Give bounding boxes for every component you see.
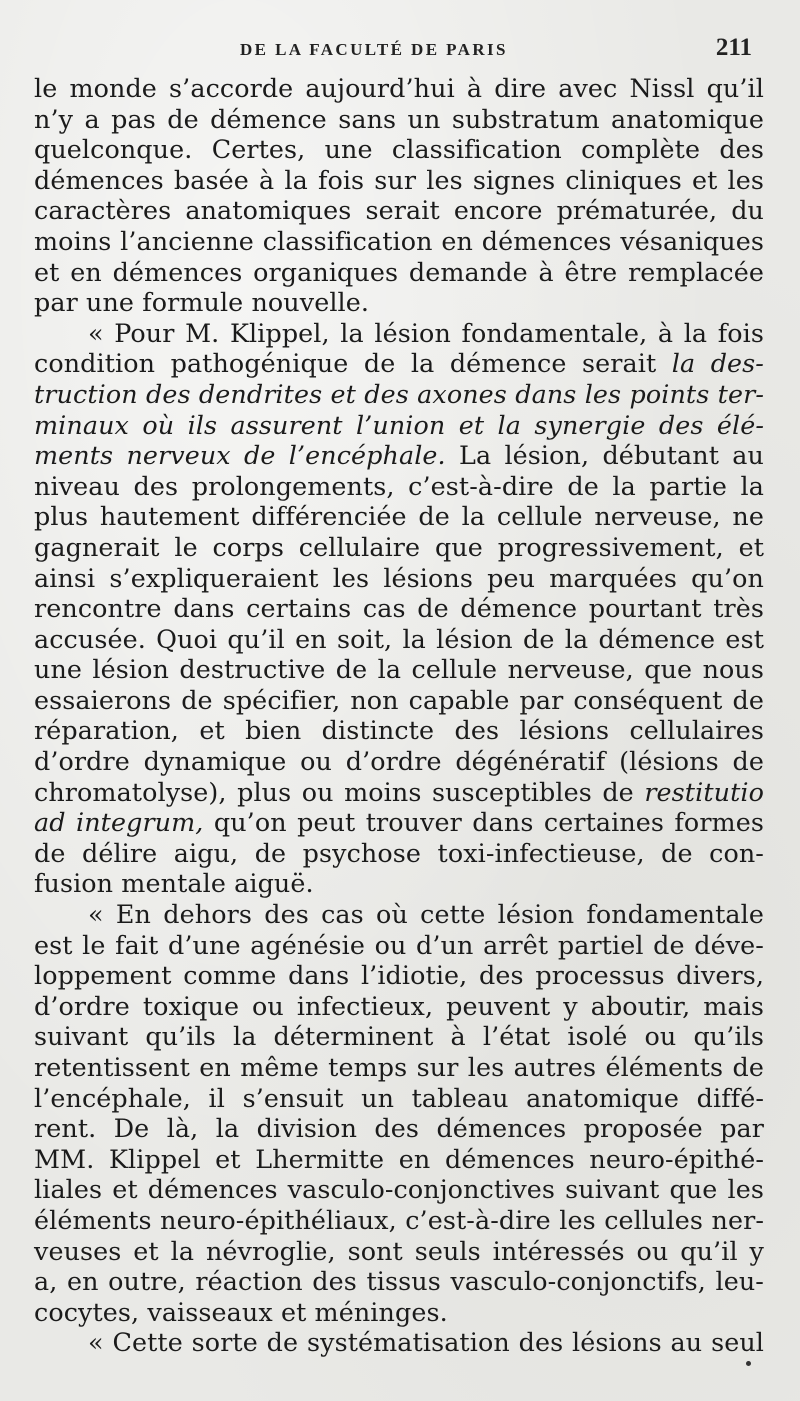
text-line: réparation, et bien distincte des lésions cellulaires bbox=[34, 715, 764, 746]
page-header bbox=[240, 34, 760, 64]
text-line: essaierons de spécifier, non capable par conséquent de bbox=[34, 684, 764, 715]
text-line: d’ordre toxique ou infectieux, peuvent y aboutir, mais bbox=[34, 990, 764, 1021]
text-line: « Cette sorte de systématisation des lésions au seul bbox=[88, 1327, 764, 1358]
text-line: fusion mentale aiguë. bbox=[34, 868, 314, 899]
text-line: accusée. Quoi qu’il en soit, la lésion de la démence est bbox=[34, 623, 764, 654]
text-line: niveau des prolongements, c’est-à-dire de la partie la bbox=[34, 470, 764, 501]
text-line: liales et démences vasculo-conjonctives suivant que les bbox=[34, 1174, 764, 1205]
text-line: quelconque. Certes, une classification complète des bbox=[34, 134, 764, 165]
running-head: DE LA FACULTÉ DE PARIS bbox=[240, 40, 508, 59]
text-line: truction des dendrites et des axones dans les points ter- bbox=[34, 378, 764, 409]
text-line: ad integrum, qu’on peut trouver dans certaines formes bbox=[34, 807, 764, 838]
text-line: une lésion destructive de la cellule nerveuse, que nous bbox=[34, 654, 764, 685]
text-line: veuses et la névroglie, sont seuls intéressés ou qu’il y bbox=[34, 1235, 764, 1266]
text-line: et en démences organiques demande à être remplacée bbox=[34, 256, 764, 287]
text-line: plus hautement différenciée de la cellule nerveuse, ne bbox=[34, 501, 764, 532]
text-line: moins l’ancienne classification en démences vésaniques bbox=[34, 225, 764, 256]
text-line: ments nerveux de l’encéphale. La lésion, débutant au bbox=[34, 440, 764, 471]
text-line: rencontre dans certains cas de démence pourtant très bbox=[34, 593, 764, 624]
text-line: par une formule nouvelle. bbox=[34, 287, 370, 318]
body-text bbox=[34, 73, 764, 1358]
text-line: MM. Klippel et Lhermitte en démences neuro-épithé- bbox=[34, 1143, 764, 1174]
text-line: cocytes, vaisseaux et méninges. bbox=[34, 1296, 448, 1327]
text-line: condition pathogénique de la démence serait la des- bbox=[34, 348, 764, 379]
ink-speck bbox=[746, 1361, 751, 1366]
text-line: a, en outre, réaction des tissus vasculo-conjonctifs, leu- bbox=[34, 1266, 764, 1297]
text-line: n’y a pas de démence sans un substratum anatomique bbox=[34, 103, 764, 134]
text-line: « Pour M. Klippel, la lésion fondamentale, à la fois bbox=[88, 317, 764, 348]
text-line: suivant qu’ils la déterminent à l’état isolé ou qu’ils bbox=[34, 1021, 764, 1052]
text-line: gagnerait le corps cellulaire que progressivement, et bbox=[34, 531, 764, 562]
text-line: est le fait d’une agénésie ou d’un arrêt partiel de déve- bbox=[34, 929, 764, 960]
text-line: rent. De là, la division des démences proposée par bbox=[34, 1113, 764, 1144]
text-line: d’ordre dynamique ou d’ordre dégénératif (lésions de bbox=[34, 746, 764, 777]
text-line: le monde s’accorde aujourd’hui à dire avec Nissl qu’il bbox=[34, 73, 764, 103]
text-line: retentissent en même temps sur les autres éléments de bbox=[34, 1052, 764, 1082]
text-line: ainsi s’expliqueraient les lésions peu marquées qu’on bbox=[34, 562, 764, 593]
text-line: loppement comme dans l’idiotie, des processus divers, bbox=[34, 960, 764, 991]
text-line: éléments neuro-épithéliaux, c’est-à-dire les cellules ner- bbox=[34, 1204, 764, 1235]
text-line: minaux où ils assurent l’union et la synergie des élé- bbox=[34, 409, 764, 440]
text-line: démences basée à la fois sur les signes cliniques et les bbox=[34, 164, 764, 195]
text-line: chromatolyse), plus ou moins susceptibles de restitutio bbox=[34, 776, 764, 807]
text-line: de délire aigu, de psychose toxi-infectieuse, de con- bbox=[34, 837, 764, 868]
text-line: caractères anatomiques serait encore prématurée, du bbox=[34, 195, 764, 226]
text-line: « En dehors des cas où cette lésion fondamentale bbox=[88, 899, 764, 930]
page-number: 211 bbox=[715, 34, 752, 61]
text-line: l’encéphale, il s’ensuit un tableau anatomique diffé- bbox=[34, 1082, 764, 1113]
